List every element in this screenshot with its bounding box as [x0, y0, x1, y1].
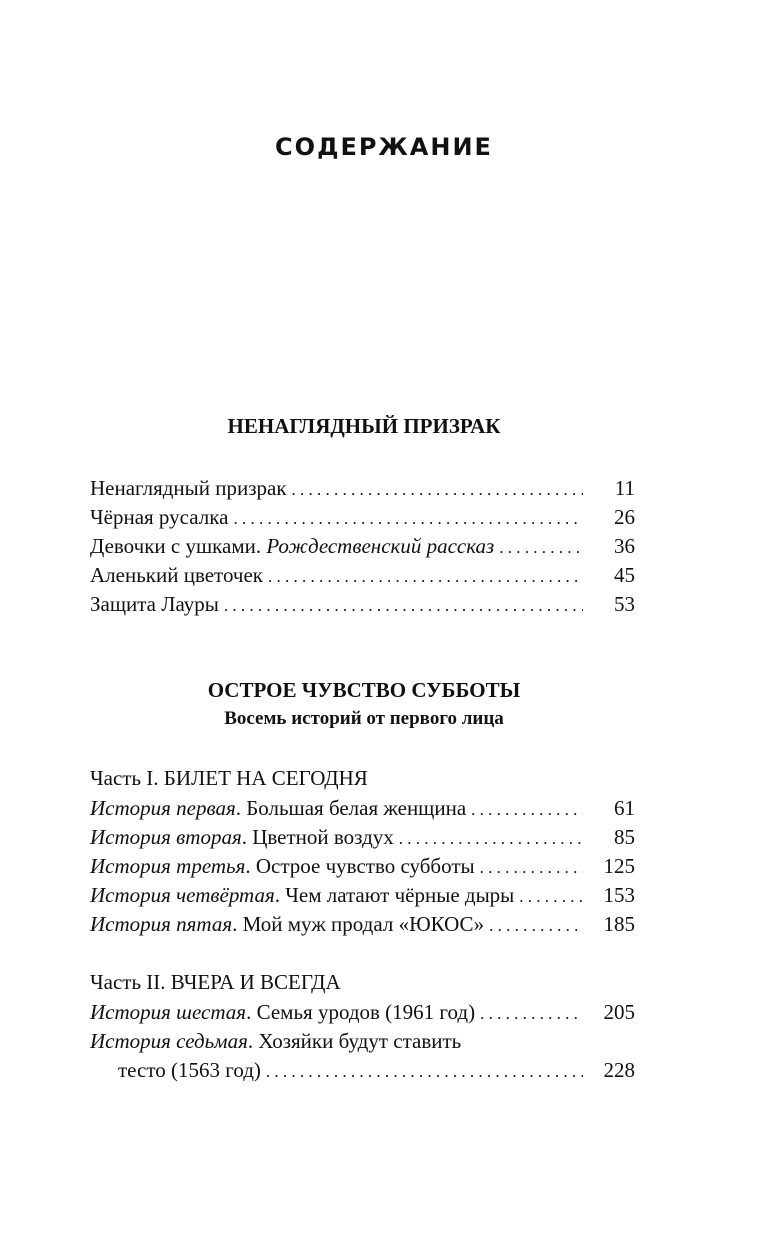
toc-entry-page: 185: [603, 912, 635, 936]
part-title: Часть I. БИЛЕТ НА СЕГОДНЯ: [90, 766, 368, 790]
toc-entry-title: Девочки с ушками. Рождественский рассказ: [90, 534, 495, 558]
toc-entry-page: 205: [603, 1000, 635, 1024]
dot-leader: [263, 562, 583, 591]
dot-leader: [475, 853, 583, 882]
toc-entry-page: 228: [603, 1058, 635, 1082]
toc-entry-title: тесто (1563 год): [118, 1058, 261, 1082]
dot-leader: [514, 882, 583, 911]
toc-entry[interactable]: [90, 794, 635, 823]
toc-entry-subtitle: Рождественский рассказ: [266, 534, 495, 558]
toc-entry[interactable]: [90, 852, 635, 881]
toc-entry-title: История четвёртая. Чем латают чёрные дыры: [90, 883, 515, 907]
toc-entry[interactable]: [90, 1027, 635, 1056]
toc-entry-page: 61: [614, 796, 635, 820]
toc-entry[interactable]: [90, 474, 635, 503]
toc-entry[interactable]: [90, 532, 635, 561]
toc-entry-title: История шестая. Семья уродов (1961 год): [90, 1000, 476, 1024]
toc-entry-title: Ненаглядный призрак: [90, 476, 287, 500]
toc-entry[interactable]: [90, 910, 635, 939]
toc-entry[interactable]: [90, 998, 635, 1027]
toc-list: [90, 998, 635, 1085]
section-subtitle: Восемь историй от первого лица: [224, 708, 504, 729]
dot-leader: [228, 504, 583, 533]
part-title: Часть II. ВЧЕРА И ВСЕГДА: [90, 970, 341, 994]
toc-entry-continuation[interactable]: [90, 1056, 635, 1085]
toc-list: [90, 794, 635, 939]
toc-entry-title: Аленький цветочек: [90, 563, 264, 587]
dot-leader: [261, 1057, 583, 1086]
toc-entry-page: 53: [614, 592, 635, 616]
dot-leader: [475, 999, 583, 1028]
dot-leader: [394, 824, 583, 853]
toc-entry-page: 11: [614, 476, 635, 500]
toc-entry[interactable]: [90, 561, 635, 590]
dot-leader: [466, 795, 583, 824]
toc-entry[interactable]: [90, 590, 635, 619]
toc-entry-title: Чёрная русалка: [90, 505, 229, 529]
toc-entry-page: 153: [603, 883, 635, 907]
toc-entry[interactable]: [90, 503, 635, 532]
toc-entry-page: 85: [614, 825, 635, 849]
toc-entry-page: 36: [614, 534, 635, 558]
section-title: НЕНАГЛЯДНЫЙ ПРИЗРАК: [227, 414, 501, 438]
toc-entry-title: История первая. Большая белая женщина: [90, 796, 467, 820]
toc-entry[interactable]: [90, 881, 635, 910]
toc-entry-page: 45: [614, 563, 635, 587]
toc-entry-title: Защита Лауры: [90, 592, 219, 616]
toc-entry-title: История третья. Острое чувство субботы: [90, 854, 475, 878]
dot-leader: [287, 475, 583, 504]
toc-entry-title: История пятая. Мой муж продал «ЮКОС»: [90, 912, 485, 936]
toc-entry[interactable]: [90, 823, 635, 852]
page-title: СОДЕРЖАНИЕ: [275, 133, 493, 161]
toc-entry-title: История седьмая. Хозяйки будут ставить: [90, 1029, 462, 1053]
dot-leader: [484, 911, 583, 940]
dot-leader: [219, 591, 583, 620]
dot-leader: [494, 533, 583, 562]
toc-entry-page: 26: [614, 505, 635, 529]
toc-list: [90, 474, 635, 619]
section-title: ОСТРОЕ ЧУВСТВО СУББОТЫ: [207, 678, 521, 702]
toc-entry-title: История вторая. Цветной воздух: [90, 825, 394, 849]
toc-entry-page: 125: [603, 854, 635, 878]
